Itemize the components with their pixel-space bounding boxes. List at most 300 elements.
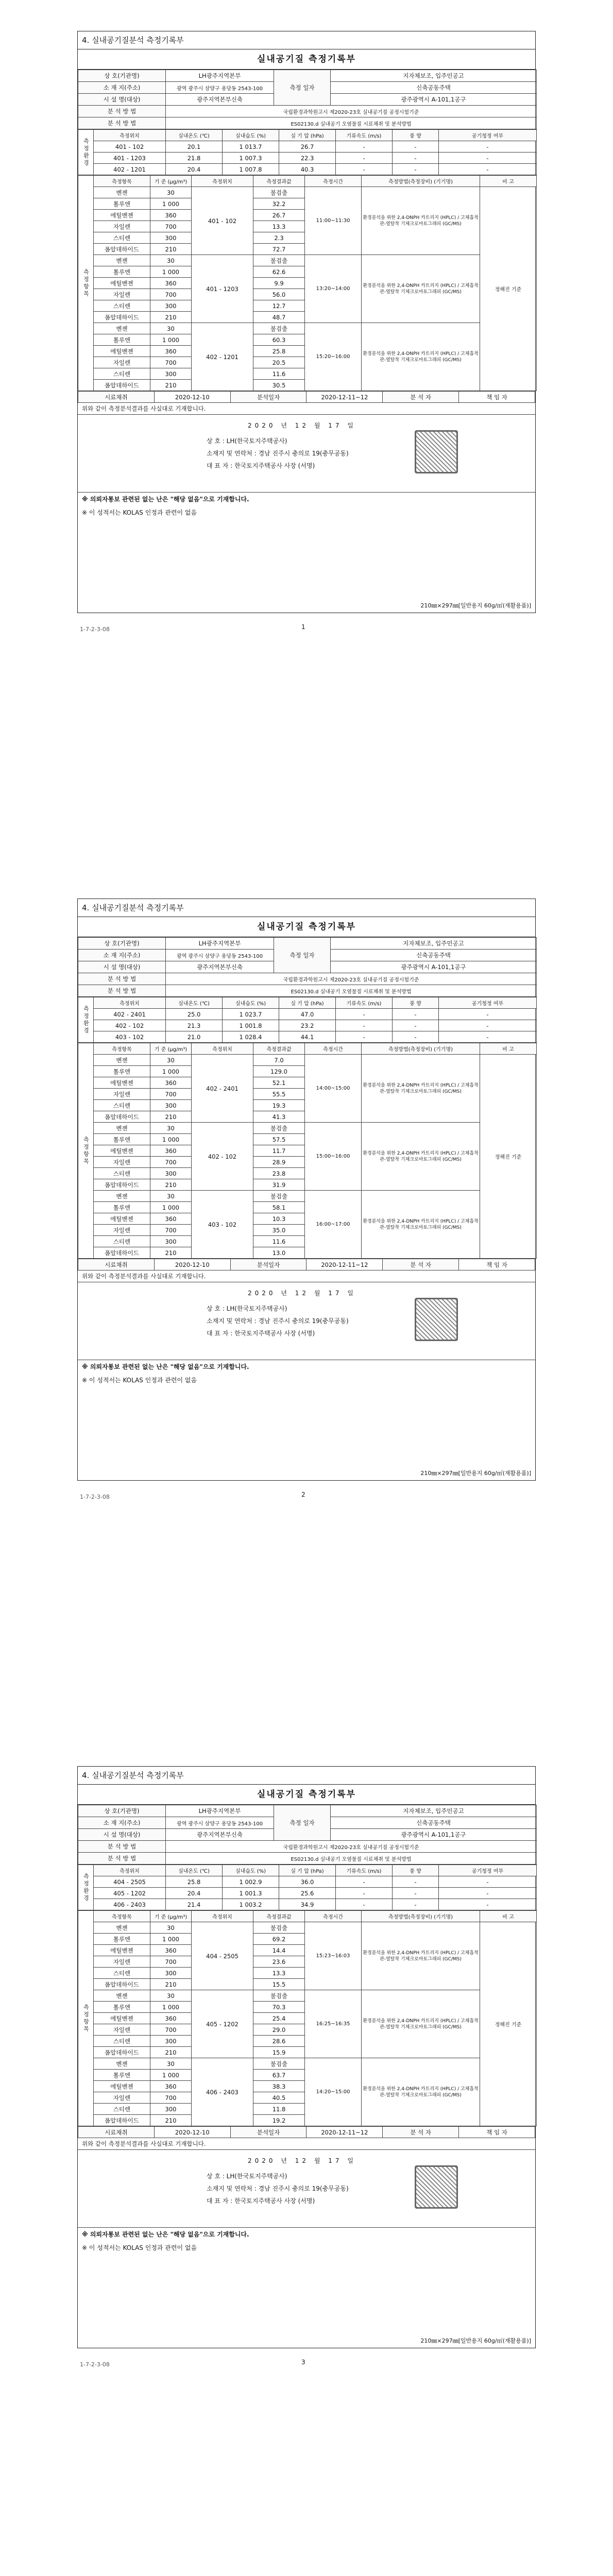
- environment-row: [78, 152, 537, 164]
- environment-table: [78, 129, 537, 175]
- environment-cell: -: [336, 1031, 393, 1043]
- paper-spec: 210㎜×297㎜[일반용지 60g/㎡(재활용품)]: [420, 2337, 531, 2344]
- pollutant-name: 에틸벤젠: [94, 346, 150, 357]
- measured-value: 불검출: [253, 2058, 305, 2070]
- pollutant-name: 톨루엔: [94, 334, 150, 346]
- pollutant-name: 에틸벤젠: [94, 1077, 150, 1089]
- measured-value: 불검출: [253, 1922, 305, 1934]
- measured-value: 55.5: [253, 1089, 305, 1100]
- sign-representative: 대 표 자 : 한국토지주택공사 사장 (서명): [207, 462, 315, 469]
- analyst-signature: 책 임 자: [459, 1259, 535, 1270]
- info-table: [78, 70, 537, 129]
- environment-row: [78, 1031, 537, 1043]
- pollutant-name: 자일렌: [94, 357, 150, 368]
- standard-value: 300: [150, 1168, 192, 1179]
- measured-value: 불검출: [253, 1990, 305, 2002]
- pollutant-name: 스티렌: [94, 232, 150, 244]
- measured-value: 28.9: [253, 1157, 305, 1168]
- sampling-date: 2020-12-10: [154, 2127, 230, 2138]
- environment-cell: 405 - 1202: [94, 1888, 166, 1899]
- paper-spec: 210㎜×297㎜[일반용지 60g/㎡(재활용품)]: [420, 1470, 531, 1477]
- environment-cell: -: [439, 1899, 537, 1910]
- environment-cell: 1 002.9: [223, 1876, 279, 1888]
- sheet-title: 실내공기질 측정기록부: [78, 1785, 535, 1805]
- measured-value: 23.8: [253, 1168, 305, 1179]
- environment-cell: -: [393, 152, 439, 164]
- standard-value: 700: [150, 1157, 192, 1168]
- date-table: [78, 2126, 535, 2138]
- pollutant-name: 벤젠: [94, 2058, 150, 2070]
- sub-method-label: 분 석 방 법: [78, 985, 166, 997]
- standard-value: 700: [150, 221, 192, 232]
- sign-representative: 대 표 자 : 한국토지주택공사 사장 (서명): [207, 2197, 315, 2205]
- measured-value: 129.0: [253, 1066, 305, 1077]
- pollutant-name: 벤젠: [94, 1990, 150, 2002]
- standard-value: 210: [150, 244, 192, 255]
- measured-value: 56.0: [253, 289, 305, 300]
- standard-value: 210: [150, 380, 192, 391]
- standard-value: 210: [150, 2115, 192, 2126]
- pollutant-name: 에틸벤젠: [94, 278, 150, 289]
- measured-value: 13.3: [253, 221, 305, 232]
- section-header: 4. 실내공기질분석 측정기록부: [78, 31, 535, 49]
- facility-value: 광주지역본부신축: [166, 961, 274, 973]
- sign-address: 소재지 및 연락처 : 경남 진주시 충의로 19(충무공동): [207, 450, 349, 457]
- environment-cell: 25.8: [166, 1876, 223, 1888]
- note-bullet: ※ 의뢰자통보 관련된 없는 난은 "해당 없음"으로 기재합니다.: [82, 2231, 249, 2238]
- analysis-date: 2020-12-11~12: [306, 1259, 383, 1270]
- institution-value: 지자체보조, 입주민공고: [331, 70, 537, 82]
- analysis-date-label: 분석일자: [230, 1259, 306, 1270]
- section-header: 4. 실내공기질분석 측정기록부: [78, 1767, 535, 1785]
- environment-column-header: 측정위치: [94, 1865, 166, 1876]
- pollutant-name: 폼알데하이드: [94, 380, 150, 391]
- results-column-header: 측정시간: [305, 176, 362, 187]
- measured-value: 12.7: [253, 300, 305, 312]
- results-row: [78, 1990, 537, 2002]
- environment-column-header: 실내습도 (%): [223, 1865, 279, 1876]
- environment-cell: 1 001.3: [223, 1888, 279, 1899]
- address-value: 광역 광주시 삼양구 용당동 2543-100: [166, 82, 274, 94]
- sub-method-label: 분 석 방 법: [78, 117, 166, 129]
- pollutant-name: 자일렌: [94, 221, 150, 232]
- kolas-note: ※ 이 성적서는 KOLAS 인정과 관련이 없음: [82, 509, 197, 516]
- environment-column-header: 실내온도 (℃): [166, 1865, 223, 1876]
- standard-value: 300: [150, 368, 192, 380]
- sampling-date-label: 시료채취: [78, 2127, 155, 2138]
- standard-value: 300: [150, 1100, 192, 1111]
- page-number: 3: [301, 2359, 305, 2366]
- environment-cell: -: [393, 164, 439, 175]
- results-column-header: 기 준 (μg/m³): [150, 1911, 192, 1922]
- facility-value: 광주지역본부신축: [166, 1829, 274, 1841]
- results-column-header: 측정결과값: [253, 1043, 305, 1055]
- standard-value: 360: [150, 278, 192, 289]
- note-bullet: ※ 의뢰자통보 관련된 없는 난은 "해당 없음"으로 기재합니다.: [82, 1363, 249, 1370]
- measured-value: 52.1: [253, 1077, 305, 1089]
- environment-cell: -: [336, 141, 393, 152]
- date-table: [78, 1259, 535, 1270]
- environment-cell: -: [393, 1888, 439, 1899]
- pollutant-name: 폼알데하이드: [94, 2115, 150, 2126]
- measured-value: 불검출: [253, 187, 305, 198]
- method-description: 환경분석을 위한 2,4-DNPH 카트리지 (HPLC) / 고체흡착관-열탈착 기체크로마토그래피 (GC/MS): [362, 187, 480, 255]
- official-seal: [415, 2165, 458, 2209]
- applicant-value: LH광주지역본부: [166, 938, 274, 950]
- environment-group-label: 측정환경: [78, 130, 94, 175]
- institution-label: 측정 일자: [274, 1805, 331, 1841]
- pollutant-name: 톨루엔: [94, 1066, 150, 1077]
- pollutant-name: 스티렌: [94, 300, 150, 312]
- measured-value: 26.7: [253, 210, 305, 221]
- measured-value: 38.3: [253, 2081, 305, 2092]
- environment-row: [78, 164, 537, 175]
- environment-cell: 1 013.7: [223, 141, 279, 152]
- standard-value: 700: [150, 2024, 192, 2036]
- method-description: 환경분석을 위한 2,4-DNPH 카트리지 (HPLC) / 고체흡착관-열탈착 기체크로마토그래피 (GC/MS): [362, 1990, 480, 2058]
- standard-value: 30: [150, 1191, 192, 1202]
- signature-block: [78, 1282, 535, 1360]
- section-header: 4. 실내공기질분석 측정기록부: [78, 899, 535, 917]
- applicant-label: 상 호(기관명): [78, 70, 166, 82]
- environment-column-header: 실내온도 (℃): [166, 130, 223, 141]
- sampling-date: 2020-12-10: [154, 1259, 230, 1270]
- measured-value: 30.5: [253, 380, 305, 391]
- pollutant-name: 벤젠: [94, 1191, 150, 1202]
- sign-address: 소재지 및 연락처 : 경남 진주시 충의로 19(충무공동): [207, 2185, 349, 2192]
- results-column-header: 비 고: [480, 1043, 537, 1055]
- environment-cell: -: [336, 164, 393, 175]
- results-column-header: 측정위치: [192, 1911, 253, 1922]
- page-code: 1-7-2-3-08: [80, 1494, 110, 1500]
- results-group-label: 측정항목: [78, 1043, 94, 1259]
- measurement-time: 16:00~17:00: [305, 1191, 362, 1259]
- institution-value: 지자체보조, 입주민공고: [331, 938, 537, 950]
- analysis-date: 2020-12-11~12: [306, 2127, 383, 2138]
- pollutant-name: 자일렌: [94, 289, 150, 300]
- standard-value: 210: [150, 312, 192, 323]
- standard-value: 1 000: [150, 1934, 192, 1945]
- declaration-note: 위와 같이 측정분석결과를 사실대로 기재합니다.: [78, 1270, 535, 1282]
- pollutant-name: 스티렌: [94, 368, 150, 380]
- pollutant-name: 폼알데하이드: [94, 1111, 150, 1123]
- applicant-value: LH광주지역본부: [166, 70, 274, 82]
- environment-cell: -: [439, 1020, 537, 1031]
- measured-value: 11.6: [253, 368, 305, 380]
- environment-row: [78, 1888, 537, 1899]
- environment-cell: 401 - 102: [94, 141, 166, 152]
- page-code: 1-7-2-3-08: [80, 2361, 110, 2368]
- measured-value: 7.0: [253, 1055, 305, 1066]
- standard-value: 1 000: [150, 2070, 192, 2081]
- environment-cell: 401 - 1203: [94, 152, 166, 164]
- pollutant-name: 에틸벤젠: [94, 210, 150, 221]
- standard-value: 360: [150, 1945, 192, 1956]
- environment-cell: -: [439, 164, 537, 175]
- measured-value: 41.3: [253, 1111, 305, 1123]
- institution-address: 신축공동주택: [331, 950, 537, 961]
- standard-value: 30: [150, 1055, 192, 1066]
- standard-value: 360: [150, 1213, 192, 1225]
- sampling-location: 401 - 102: [192, 187, 253, 255]
- measured-value: 11.7: [253, 1145, 305, 1157]
- institution-label: 측정 일자: [274, 70, 331, 106]
- standard-value: 360: [150, 2013, 192, 2024]
- results-table: [78, 1043, 537, 1259]
- measured-value: 11.8: [253, 2104, 305, 2115]
- measurement-time: 11:00~11:30: [305, 187, 362, 255]
- kolas-note: ※ 이 성적서는 KOLAS 인정과 관련이 없음: [82, 2244, 197, 2251]
- sampling-date-label: 시료채취: [78, 392, 155, 403]
- results-group-label: 측정항목: [78, 176, 94, 391]
- results-column-header: 측정방법(측정장비) (기기명): [362, 1043, 480, 1055]
- official-seal: [415, 1298, 458, 1341]
- pollutant-name: 에틸벤젠: [94, 2081, 150, 2092]
- environment-column-header: 기류속도 (m/s): [336, 1865, 393, 1876]
- environment-column-header: 실 기 압 (hPa): [279, 1865, 336, 1876]
- environment-cell: 40.3: [279, 164, 336, 175]
- official-seal: [415, 430, 458, 473]
- standard-value: 360: [150, 346, 192, 357]
- measured-value: 48.7: [253, 312, 305, 323]
- environment-cell: -: [336, 1899, 393, 1910]
- standard-value: 700: [150, 2092, 192, 2104]
- environment-cell: -: [336, 1876, 393, 1888]
- pollutant-name: 스티렌: [94, 2036, 150, 2047]
- standard-value: 300: [150, 1968, 192, 1979]
- measurement-time: 15:00~16:00: [305, 1123, 362, 1191]
- environment-cell: 21.8: [166, 152, 223, 164]
- pollutant-name: 벤젠: [94, 1922, 150, 1934]
- results-row: [78, 2058, 537, 2070]
- analysis-date-label: 분석일자: [230, 2127, 306, 2138]
- method-label: 분 석 방 법: [78, 1841, 166, 1853]
- environment-column-header: 측정위치: [94, 997, 166, 1009]
- paper-spec: 210㎜×297㎜[일반용지 60g/㎡(재활용품)]: [420, 602, 531, 609]
- measured-value: 10.3: [253, 1213, 305, 1225]
- record-sheet: [77, 1766, 536, 2348]
- results-column-header: 측정위치: [192, 1043, 253, 1055]
- facility-label: 시 설 명(대상): [78, 1829, 166, 1841]
- measured-value: 15.9: [253, 2047, 305, 2058]
- sheet-title: 실내공기질 측정기록부: [78, 917, 535, 937]
- measurement-time: 15:23~16:03: [305, 1922, 362, 1990]
- standard-value: 1 000: [150, 1066, 192, 1077]
- results-table: [78, 175, 537, 391]
- measured-value: 35.0: [253, 1225, 305, 1236]
- page-number: 1: [301, 623, 305, 631]
- measured-value: 69.2: [253, 1934, 305, 1945]
- results-row: [78, 187, 537, 198]
- sheet-title: 실내공기질 측정기록부: [78, 49, 535, 70]
- standard-value: 360: [150, 210, 192, 221]
- institution-units: 광주광역시 A-101,1공구: [331, 1829, 537, 1841]
- sampling-date-label: 시료채취: [78, 1259, 155, 1270]
- measured-value: 29.0: [253, 2024, 305, 2036]
- measured-value: 70.3: [253, 2002, 305, 2013]
- results-table: [78, 1910, 537, 2126]
- environment-cell: 404 - 2505: [94, 1876, 166, 1888]
- environment-column-header: 공기청정 여부: [439, 1865, 537, 1876]
- measurement-time: 15:20~16:00: [305, 323, 362, 391]
- facility-label: 시 설 명(대상): [78, 94, 166, 106]
- pollutant-name: 스티렌: [94, 1168, 150, 1179]
- standard-value: 30: [150, 2058, 192, 2070]
- standard-value: 300: [150, 2104, 192, 2115]
- signature-block: [78, 415, 535, 493]
- environment-cell: -: [393, 1020, 439, 1031]
- results-column-header: 측정방법(측정장비) (기기명): [362, 176, 480, 187]
- environment-cell: -: [336, 1020, 393, 1031]
- sampling-location: 402 - 1201: [192, 323, 253, 391]
- environment-cell: 25.6: [279, 1888, 336, 1899]
- info-table: [78, 937, 537, 997]
- environment-cell: -: [336, 1009, 393, 1020]
- institution-units: 광주광역시 A-101,1공구: [331, 961, 537, 973]
- standard-value: 30: [150, 187, 192, 198]
- measured-value: 25.8: [253, 346, 305, 357]
- environment-cell: -: [393, 1876, 439, 1888]
- measured-value: 2.3: [253, 232, 305, 244]
- standard-value: 700: [150, 289, 192, 300]
- environment-cell: -: [439, 152, 537, 164]
- environment-column-header: 기류속도 (m/s): [336, 130, 393, 141]
- results-column-header: 측정시간: [305, 1043, 362, 1055]
- pollutant-name: 톨루엔: [94, 1934, 150, 1945]
- standard-value: 210: [150, 1111, 192, 1123]
- standard-value: 30: [150, 1123, 192, 1134]
- measured-value: 63.7: [253, 2070, 305, 2081]
- environment-cell: 47.0: [279, 1009, 336, 1020]
- info-table: [78, 1805, 537, 1865]
- environment-cell: 1 003.2: [223, 1899, 279, 1910]
- measurement-time: 14:20~15:00: [305, 2058, 362, 2126]
- environment-cell: -: [439, 1009, 537, 1020]
- pollutant-name: 스티렌: [94, 1100, 150, 1111]
- environment-column-header: 실 기 압 (hPa): [279, 130, 336, 141]
- measurement-time: 13:20~14:00: [305, 255, 362, 323]
- environment-cell: 402 - 2401: [94, 1009, 166, 1020]
- standard-value: 700: [150, 1956, 192, 1968]
- results-column-header: 측정항목: [94, 1911, 150, 1922]
- environment-column-header: 풍 향: [393, 997, 439, 1009]
- pollutant-name: 스티렌: [94, 1968, 150, 1979]
- analyst-signature: 책 임 자: [459, 2127, 535, 2138]
- environment-column-header: 측정위치: [94, 130, 166, 141]
- environment-column-header: 실내습도 (%): [223, 130, 279, 141]
- environment-cell: -: [393, 141, 439, 152]
- standard-value: 1 000: [150, 334, 192, 346]
- method-description: 환경분석을 위한 2,4-DNPH 카트리지 (HPLC) / 고체흡착관-열탈착 기체크로마토그래피 (GC/MS): [362, 1191, 480, 1259]
- sign-address: 소재지 및 연락처 : 경남 진주시 충의로 19(충무공동): [207, 1317, 349, 1325]
- analyst-label: 분 석 자: [383, 2127, 459, 2138]
- standard-value: 210: [150, 1247, 192, 1259]
- standard-value: 30: [150, 323, 192, 334]
- environment-cell: -: [336, 152, 393, 164]
- report-page: [0, 868, 613, 1735]
- standard-value: 1 000: [150, 2002, 192, 2013]
- results-column-header: 측정시간: [305, 1911, 362, 1922]
- analysis-date: 2020-12-11~12: [306, 392, 383, 403]
- page-number: 2: [301, 1491, 305, 1498]
- standard-value: 1 000: [150, 1202, 192, 1213]
- results-column-header: 측정결과값: [253, 1911, 305, 1922]
- pollutant-name: 에틸벤젠: [94, 2013, 150, 2024]
- remark: 정해진 기준: [480, 187, 537, 391]
- measured-value: 40.5: [253, 2092, 305, 2104]
- sampling-date: 2020-12-10: [154, 392, 230, 403]
- standard-value: 300: [150, 1236, 192, 1247]
- pollutant-name: 에틸벤젠: [94, 1145, 150, 1157]
- measured-value: 28.6: [253, 2036, 305, 2047]
- pollutant-name: 자일렌: [94, 2024, 150, 2036]
- environment-table: [78, 997, 537, 1043]
- record-sheet: [77, 899, 536, 1481]
- measured-value: 23.6: [253, 1956, 305, 1968]
- environment-row: [78, 1899, 537, 1910]
- environment-cell: 21.3: [166, 1020, 223, 1031]
- pollutant-name: 폼알데하이드: [94, 2047, 150, 2058]
- standard-value: 360: [150, 1077, 192, 1089]
- declaration-note: 위와 같이 측정분석결과를 사실대로 기재합니다.: [78, 403, 535, 415]
- environment-cell: -: [439, 141, 537, 152]
- results-row: [78, 1191, 537, 1202]
- environment-cell: 1 028.4: [223, 1031, 279, 1043]
- pollutant-name: 벤젠: [94, 1055, 150, 1066]
- pollutant-name: 톨루엔: [94, 1134, 150, 1145]
- results-column-header: 측정항목: [94, 176, 150, 187]
- measured-value: 13.3: [253, 1968, 305, 1979]
- kolas-note: ※ 이 성적서는 KOLAS 인정과 관련이 없음: [82, 1377, 197, 1384]
- results-row: [78, 255, 537, 266]
- environment-column-header: 기류속도 (m/s): [336, 997, 393, 1009]
- results-column-header: 기 준 (μg/m³): [150, 1043, 192, 1055]
- environment-cell: 402 - 102: [94, 1020, 166, 1031]
- declaration-note: 위와 같이 측정분석결과를 사실대로 기재합니다.: [78, 2138, 535, 2150]
- method-value: 국립환경과학원고시 제2020-23호 실내공기질 공정시험기준: [166, 106, 537, 117]
- date-table: [78, 391, 535, 403]
- measured-value: 31.9: [253, 1179, 305, 1191]
- environment-column-header: 실 기 압 (hPa): [279, 997, 336, 1009]
- applicant-value: LH광주지역본부: [166, 1805, 274, 1817]
- method-description: 환경분석을 위한 2,4-DNPH 카트리지 (HPLC) / 고체흡착관-열탈착 기체크로마토그래피 (GC/MS): [362, 323, 480, 391]
- method-description: 환경분석을 위한 2,4-DNPH 카트리지 (HPLC) / 고체흡착관-열탈착 기체크로마토그래피 (GC/MS): [362, 2058, 480, 2126]
- institution-units: 광주광역시 A-101,1공구: [331, 94, 537, 106]
- environment-cell: 20.4: [166, 164, 223, 175]
- measured-value: 불검출: [253, 323, 305, 334]
- address-label: 소 재 지(주소): [78, 82, 166, 94]
- measured-value: 불검출: [253, 255, 305, 266]
- remark: 정해진 기준: [480, 1922, 537, 2126]
- standard-value: 1 000: [150, 1134, 192, 1145]
- measured-value: 32.2: [253, 198, 305, 210]
- environment-column-header: 실내습도 (%): [223, 997, 279, 1009]
- environment-row: [78, 1009, 537, 1020]
- environment-cell: 1 001.8: [223, 1020, 279, 1031]
- environment-cell: 22.3: [279, 152, 336, 164]
- environment-column-header: 풍 향: [393, 1865, 439, 1876]
- standard-value: 360: [150, 1145, 192, 1157]
- standard-value: 360: [150, 2081, 192, 2092]
- measured-value: 72.7: [253, 244, 305, 255]
- page-code: 1-7-2-3-08: [80, 626, 110, 633]
- environment-cell: -: [439, 1888, 537, 1899]
- environment-cell: 23.2: [279, 1020, 336, 1031]
- pollutant-name: 톨루엔: [94, 198, 150, 210]
- environment-cell: 25.0: [166, 1009, 223, 1020]
- sampling-location: 406 - 2403: [192, 2058, 253, 2126]
- pollutant-name: 자일렌: [94, 2092, 150, 2104]
